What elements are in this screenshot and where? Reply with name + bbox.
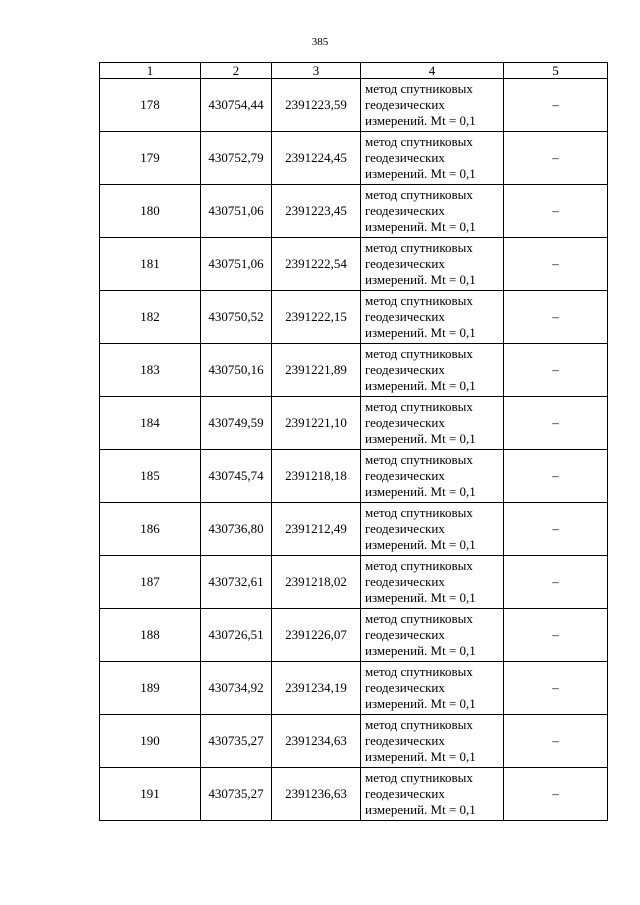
y-coordinate-text: 2391221,89 bbox=[285, 362, 347, 377]
point-number-text: 185 bbox=[140, 468, 160, 483]
note-text: – bbox=[552, 415, 559, 430]
note-cell bbox=[504, 344, 608, 397]
note-cell bbox=[504, 715, 608, 768]
x-coordinate-text: 430735,27 bbox=[208, 786, 264, 801]
table-row bbox=[100, 185, 608, 238]
x-coordinate-cell bbox=[201, 662, 272, 715]
table-row bbox=[100, 344, 608, 397]
note-cell bbox=[504, 132, 608, 185]
point-number-cell bbox=[100, 768, 201, 821]
point-number-text: 180 bbox=[140, 203, 160, 218]
note-text: – bbox=[552, 150, 559, 165]
y-coordinate-cell bbox=[272, 662, 361, 715]
y-coordinate-cell bbox=[272, 503, 361, 556]
method-text: метод спутниковых геодезических измерений. Mt = 0,1 bbox=[365, 717, 476, 764]
point-number-cell bbox=[100, 344, 201, 397]
point-number-text: 190 bbox=[140, 733, 160, 748]
note-cell bbox=[504, 185, 608, 238]
point-number-text: 184 bbox=[140, 415, 160, 430]
point-number-text: 179 bbox=[140, 150, 160, 165]
header-col-1: 1 bbox=[100, 63, 201, 79]
point-number-cell bbox=[100, 662, 201, 715]
header-col-3: 3 bbox=[272, 63, 361, 79]
method-cell bbox=[361, 291, 504, 344]
note-text: – bbox=[552, 97, 559, 112]
x-coordinate-text: 430732,61 bbox=[208, 574, 264, 589]
method-cell bbox=[361, 79, 504, 132]
header-col-4: 4 bbox=[361, 63, 504, 79]
table-row bbox=[100, 662, 608, 715]
note-text: – bbox=[552, 733, 559, 748]
table-row bbox=[100, 238, 608, 291]
method-cell bbox=[361, 662, 504, 715]
method-text: метод спутниковых геодезических измерений. Mt = 0,1 bbox=[365, 81, 476, 128]
x-coordinate-text: 430751,06 bbox=[208, 203, 264, 218]
x-coordinate-cell bbox=[201, 132, 272, 185]
x-coordinate-text: 430726,51 bbox=[208, 627, 264, 642]
note-cell bbox=[504, 503, 608, 556]
y-coordinate-text: 2391218,02 bbox=[285, 574, 347, 589]
y-coordinate-text: 2391236,63 bbox=[285, 786, 347, 801]
y-coordinate-cell bbox=[272, 556, 361, 609]
method-cell bbox=[361, 450, 504, 503]
note-text: – bbox=[552, 627, 559, 642]
note-text: – bbox=[552, 786, 559, 801]
x-coordinate-text: 430735,27 bbox=[208, 733, 264, 748]
x-coordinate-text: 430745,74 bbox=[208, 468, 264, 483]
x-coordinate-cell bbox=[201, 397, 272, 450]
method-text: метод спутниковых геодезических измерений. Mt = 0,1 bbox=[365, 293, 476, 340]
method-text: метод спутниковых геодезических измерений. Mt = 0,1 bbox=[365, 505, 476, 552]
x-coordinate-cell bbox=[201, 344, 272, 397]
method-cell bbox=[361, 556, 504, 609]
x-coordinate-cell bbox=[201, 238, 272, 291]
x-coordinate-text: 430750,16 bbox=[208, 362, 264, 377]
note-cell bbox=[504, 397, 608, 450]
method-cell bbox=[361, 132, 504, 185]
point-number-cell bbox=[100, 291, 201, 344]
point-number-text: 191 bbox=[140, 786, 160, 801]
table-row bbox=[100, 715, 608, 768]
table-row bbox=[100, 503, 608, 556]
x-coordinate-cell bbox=[201, 450, 272, 503]
y-coordinate-text: 2391224,45 bbox=[285, 150, 347, 165]
x-coordinate-cell bbox=[201, 291, 272, 344]
y-coordinate-cell bbox=[272, 450, 361, 503]
y-coordinate-cell bbox=[272, 79, 361, 132]
note-text: – bbox=[552, 309, 559, 324]
y-coordinate-text: 2391218,18 bbox=[285, 468, 347, 483]
point-number-cell bbox=[100, 450, 201, 503]
method-text: метод спутниковых геодезических измерений. Mt = 0,1 bbox=[365, 770, 476, 817]
method-text: метод спутниковых геодезических измерений. Mt = 0,1 bbox=[365, 558, 476, 605]
table-row bbox=[100, 397, 608, 450]
y-coordinate-text: 2391223,45 bbox=[285, 203, 347, 218]
coordinates-table bbox=[99, 62, 608, 821]
point-number-text: 178 bbox=[140, 97, 160, 112]
y-coordinate-text: 2391226,07 bbox=[285, 627, 347, 642]
note-cell bbox=[504, 450, 608, 503]
x-coordinate-text: 430734,92 bbox=[208, 680, 264, 695]
y-coordinate-text: 2391222,15 bbox=[285, 309, 347, 324]
note-cell bbox=[504, 662, 608, 715]
method-cell bbox=[361, 185, 504, 238]
point-number-text: 189 bbox=[140, 680, 160, 695]
table-body bbox=[100, 79, 608, 821]
note-text: – bbox=[552, 680, 559, 695]
method-cell bbox=[361, 344, 504, 397]
x-coordinate-cell bbox=[201, 503, 272, 556]
method-cell bbox=[361, 503, 504, 556]
x-coordinate-cell bbox=[201, 79, 272, 132]
point-number-text: 188 bbox=[140, 627, 160, 642]
note-text: – bbox=[552, 362, 559, 377]
table-row bbox=[100, 291, 608, 344]
x-coordinate-text: 430754,44 bbox=[208, 97, 264, 112]
method-cell bbox=[361, 715, 504, 768]
method-text: метод спутниковых геодезических измерений. Mt = 0,1 bbox=[365, 187, 476, 234]
note-cell bbox=[504, 238, 608, 291]
table-header bbox=[100, 63, 608, 79]
table-row bbox=[100, 132, 608, 185]
y-coordinate-text: 2391223,59 bbox=[285, 97, 347, 112]
point-number-cell bbox=[100, 238, 201, 291]
point-number-cell bbox=[100, 715, 201, 768]
table-row bbox=[100, 556, 608, 609]
point-number-cell bbox=[100, 609, 201, 662]
point-number-text: 186 bbox=[140, 521, 160, 536]
note-text: – bbox=[552, 468, 559, 483]
method-text: метод спутниковых геодезических измерений. Mt = 0,1 bbox=[365, 664, 476, 711]
y-coordinate-text: 2391234,19 bbox=[285, 680, 347, 695]
y-coordinate-text: 2391212,49 bbox=[285, 521, 347, 536]
header-col-5: 5 bbox=[504, 63, 608, 79]
y-coordinate-cell bbox=[272, 238, 361, 291]
y-coordinate-cell bbox=[272, 291, 361, 344]
header-row bbox=[100, 63, 608, 79]
method-text: метод спутниковых геодезических измерений. Mt = 0,1 bbox=[365, 240, 476, 287]
note-cell bbox=[504, 291, 608, 344]
y-coordinate-text: 2391222,54 bbox=[285, 256, 347, 271]
point-number-text: 182 bbox=[140, 309, 160, 324]
x-coordinate-cell bbox=[201, 556, 272, 609]
point-number-cell bbox=[100, 79, 201, 132]
y-coordinate-cell bbox=[272, 609, 361, 662]
point-number-cell bbox=[100, 132, 201, 185]
point-number-cell bbox=[100, 503, 201, 556]
x-coordinate-cell bbox=[201, 609, 272, 662]
table-row bbox=[100, 609, 608, 662]
point-number-text: 183 bbox=[140, 362, 160, 377]
x-coordinate-text: 430750,52 bbox=[208, 309, 264, 324]
method-text: метод спутниковых геодезических измерений. Mt = 0,1 bbox=[365, 452, 476, 499]
y-coordinate-text: 2391234,63 bbox=[285, 733, 347, 748]
method-cell bbox=[361, 768, 504, 821]
point-number-cell bbox=[100, 185, 201, 238]
y-coordinate-cell bbox=[272, 185, 361, 238]
point-number-text: 187 bbox=[140, 574, 160, 589]
y-coordinate-cell bbox=[272, 768, 361, 821]
method-text: метод спутниковых геодезических измерений. Mt = 0,1 bbox=[365, 134, 476, 181]
table-row bbox=[100, 79, 608, 132]
note-text: – bbox=[552, 574, 559, 589]
header-col-2: 2 bbox=[201, 63, 272, 79]
method-text: метод спутниковых геодезических измерений. Mt = 0,1 bbox=[365, 399, 476, 446]
point-number-cell bbox=[100, 556, 201, 609]
y-coordinate-cell bbox=[272, 344, 361, 397]
note-cell bbox=[504, 768, 608, 821]
method-cell bbox=[361, 238, 504, 291]
note-text: – bbox=[552, 203, 559, 218]
x-coordinate-cell bbox=[201, 715, 272, 768]
note-cell bbox=[504, 79, 608, 132]
method-text: метод спутниковых геодезических измерений. Mt = 0,1 bbox=[365, 346, 476, 393]
x-coordinate-text: 430752,79 bbox=[208, 150, 264, 165]
page-number: 385 bbox=[311, 36, 329, 48]
x-coordinate-text: 430751,06 bbox=[208, 256, 264, 271]
y-coordinate-cell bbox=[272, 132, 361, 185]
method-cell bbox=[361, 397, 504, 450]
note-text: – bbox=[552, 521, 559, 536]
method-text: метод спутниковых геодезических измерений. Mt = 0,1 bbox=[365, 611, 476, 658]
note-cell bbox=[504, 609, 608, 662]
table-row bbox=[100, 450, 608, 503]
y-coordinate-text: 2391221,10 bbox=[285, 415, 347, 430]
note-text: – bbox=[552, 256, 559, 271]
y-coordinate-cell bbox=[272, 397, 361, 450]
note-cell bbox=[504, 556, 608, 609]
x-coordinate-cell bbox=[201, 185, 272, 238]
x-coordinate-text: 430749,59 bbox=[208, 415, 264, 430]
table-row bbox=[100, 768, 608, 821]
x-coordinate-text: 430736,80 bbox=[208, 521, 264, 536]
x-coordinate-cell bbox=[201, 768, 272, 821]
point-number-cell bbox=[100, 397, 201, 450]
point-number-text: 181 bbox=[140, 256, 160, 271]
y-coordinate-cell bbox=[272, 715, 361, 768]
method-cell bbox=[361, 609, 504, 662]
